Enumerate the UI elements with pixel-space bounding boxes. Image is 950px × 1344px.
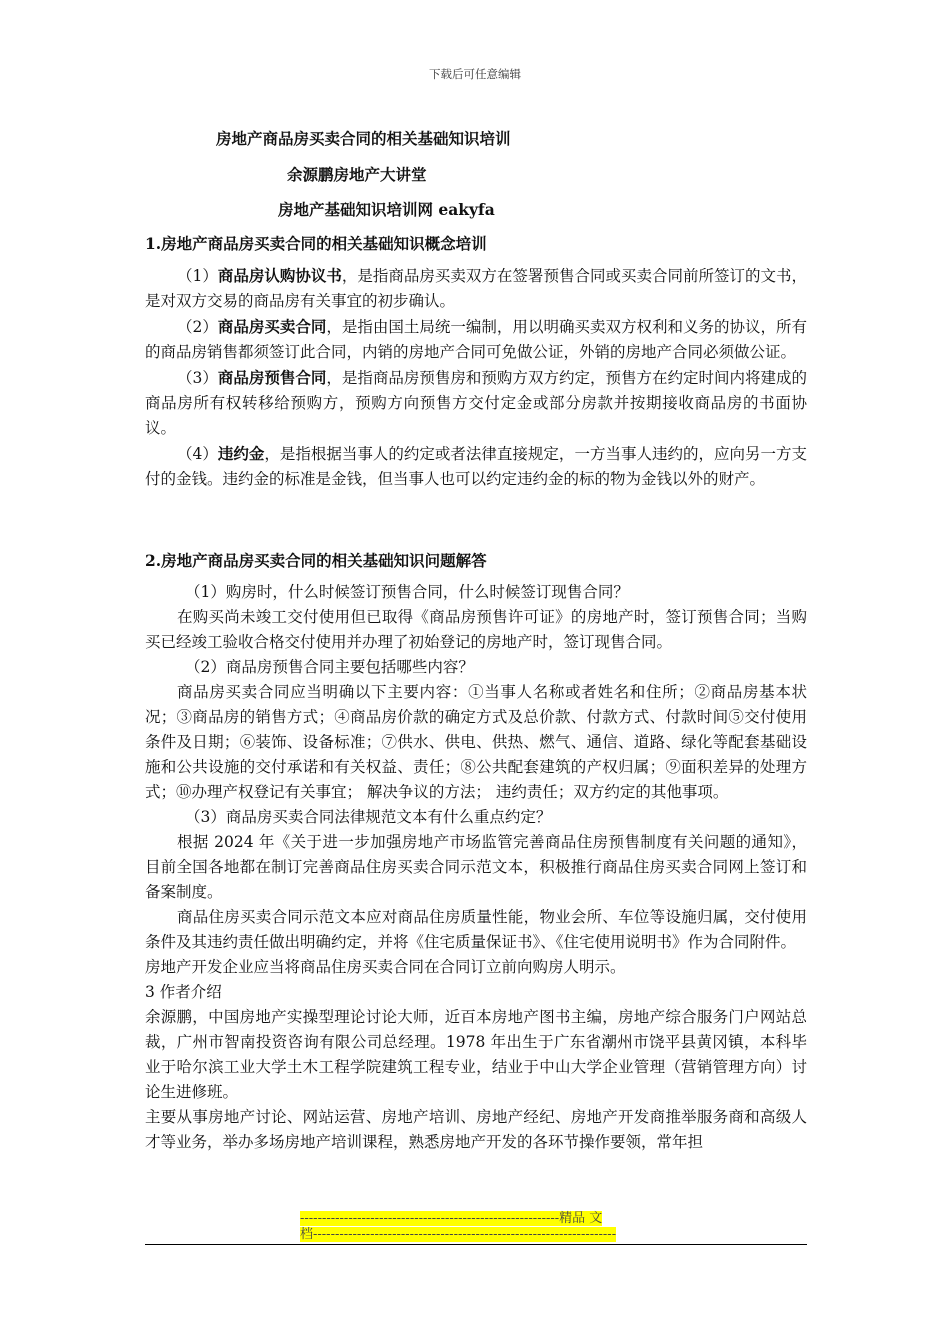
definition-4: （4）违约金，是指根据当事人的约定或者法律直接规定，一方当事人违约的，应向另一方支付的金钱。违约金的标准是金钱，但当事人也可以约定违约金的标的物为金钱以外的财产。 [145,444,807,488]
document-title: 房地产商品房买卖合同的相关基础知识培训 [216,129,511,148]
answer-1: 在购买尚未竣工交付使用但已取得《商品房预售许可证》的房地产时，签订预售合同；当购买已经竣工验收合格交付使用并办理了初始登记的房地产时，签订现售合同。 [145,608,807,651]
question-1: （1）购房时，什么时候签订预售合同，什么时候签订现售合同？ [185,583,629,601]
footer-banner-line-2: 档--------------------------------------------------------------------- [300,1227,617,1242]
term-2: 商品房买卖合同 [217,317,327,336]
site-line: 房地产基础知识培训网 eakyfa [278,200,495,219]
section-1-heading: 1.房地产商品房买卖合同的相关基础知识概念培训 [145,234,487,253]
answer-2: 商品房买卖合同应当明确以下主要内容：①当事人名称或者姓名和住所；②商品房基本状况；③商品房的销售方式；④商品房价款的确定方式及总价款、付款方式、付款时间⑤交付使用条件及日期；⑥装饰、设备标准；⑦供水、供电、供热、燃气、通信、道路、绿化等配套基础设施和公共设施的交付承诺和有关权益、责任；⑧公共配套建筑的产权归属；⑨面积差异的处理方式；⑩办理产权登记有关事宜； 解决争议的方法； 违约责任；双方约定的其他事项。 [145,683,807,801]
definition-2: （2）商品房买卖合同，是指由国土局统一编制，用以明确买卖双方权利和义务的协议，所有的商品房销售都须签订此合同，内销的房地产合同可免做公证，外销的房地产合同必须做公证。 [145,317,807,361]
section-1-body [145,263,807,492]
question-2: （2）商品房预售合同主要包括哪些内容？ [185,658,474,676]
section-3-heading: 3 作者介绍 [145,983,222,1001]
author-line: 余源鹏房地产大讲堂 [287,165,427,184]
term-1: 商品房认购协议书 [217,266,342,285]
answer-3-part-2: 商品住房买卖合同示范文本应对商品住房质量性能，物业会所、车位等设施归属，交付使用条件及其违约责任做出明确约定，并将《住宅质量保证书》、《住宅使用说明书》作为合同附件。 [145,908,807,951]
term-4: 违约金 [217,444,265,463]
question-3: （3）商品房买卖合同法律规范文本有什么重点约定？ [185,808,552,826]
author-bio-1: 余源鹏，中国房地产实操型理论讨论大师，近百本房地产图书主编，房地产综合服务门户网站总裁，广州市智南投资咨询有限公司总经理。1978 年出生于广东省潮州市饶平县黄冈镇，本科毕业于哈尔滨工业大学土木工程学院建筑工程专业，结业于中山大学企业管理（营销管理方向）讨论生进修班。 [145,1008,807,1101]
header-note: 下载后可任意编辑 [429,67,521,81]
term-3: 商品房预售合同 [217,368,327,387]
footer-divider [145,1244,807,1245]
answer-3-part-3: 房地产开发企业应当将商品住房买卖合同在合同订立前向购房人明示。 [145,958,626,976]
footer-banner [300,1211,650,1243]
definition-3: （3）商品房预售合同，是指商品房预售房和预购方双方约定，预售方在约定时间内将建成的商品房所有权转移给预购方，预购方向预售方交付定金或部分房款并按期接收商品房的书面协议。 [145,368,807,437]
section-2-body [145,580,807,1155]
footer-banner-line-1: -----------------------------------------------------------精品 文 [300,1211,603,1226]
author-bio-2: 主要从事房地产讨论、网站运营、房地产培训、房地产经纪、房地产开发商推举服务商和高级人才等业务，举办多场房地产培训课程，熟悉房地产开发的各环节操作要领，常年担 [145,1108,807,1151]
section-2-heading: 2.房地产商品房买卖合同的相关基础知识问题解答 [145,551,487,570]
definition-1: （1）商品房认购协议书，是指商品房买卖双方在签署预售合同或买卖合同前所签订的文书，是对双方交易的商品房有关事宜的初步确认。 [145,266,807,310]
answer-3-part-1: 根据 2024 年《关于进一步加强房地产市场监管完善商品住房预售制度有关问题的通知》，目前全国各地都在制订完善商品住房买卖合同示范文本，积极推行商品住房买卖合同网上签订和备案制度。 [145,833,807,901]
